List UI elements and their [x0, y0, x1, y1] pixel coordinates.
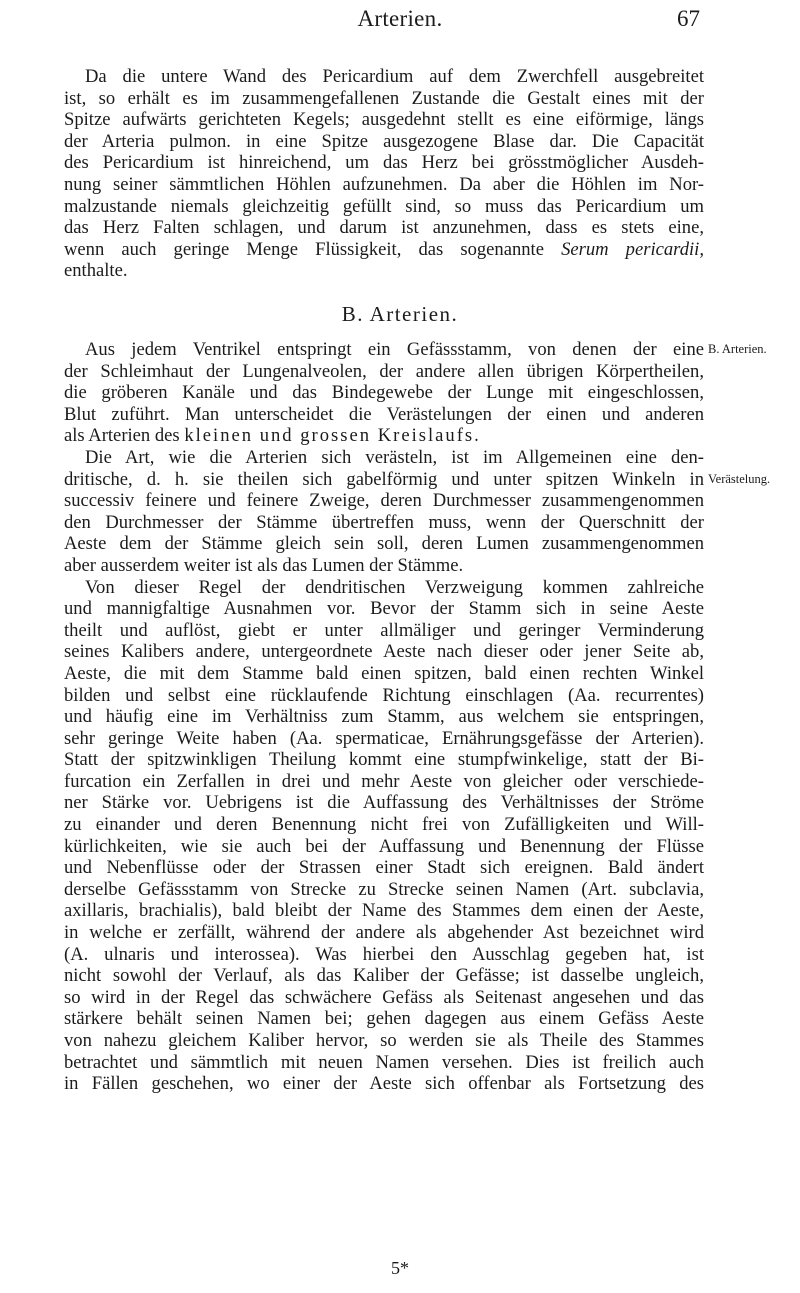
text-line: [64, 239, 704, 261]
text-line: sehr geringe Weite haben (Aa. spermaticae, Ernährungsgefässe der Arterien).: [64, 727, 704, 749]
text-line: derselbe Gefässstamm von Strecke zu Strecke seinen Namen (Art. subclavia,: [64, 878, 704, 900]
text-line: malzustande niemals gleichzeitig gefüllt sind, so muss das Pericardium um: [64, 195, 704, 217]
text-line: Statt der spitzwinkligen Theilung kommt eine stumpfwinkelige, statt der Bi-: [64, 749, 704, 771]
signature-mark: 5*: [391, 1258, 409, 1278]
margin-note-arterien: B. Arterien.: [708, 342, 767, 356]
text-line: der Arteria pulmon. in eine Spitze ausgezogene Blase dar. Die Capacität: [64, 130, 704, 152]
text-line: das Herz Falten schlagen, und darum ist anzunehmen, dass es stets eine,: [64, 217, 704, 239]
text-line: ner Stärke vor. Uebrigens ist die Auffassung des Verhältnisses der Ströme: [64, 792, 704, 814]
text-line: stärkere behält seinen Namen bei; gehen dagegen aus einem Gefäss Aeste: [64, 1008, 704, 1030]
text-line: aber ausserdem weiter ist als das Lumen der Stämme.: [64, 554, 464, 576]
text-line: dritische, d. h. sie theilen sich gabelförmig und unter spitzen Winkeln in: [64, 468, 704, 490]
body-paragraphs: [64, 339, 704, 1095]
running-title: Arterien.: [357, 6, 443, 31]
spaced-phrase: kleinen und grossen Kreislaufs.: [184, 425, 481, 447]
text-line: Blut zuführt. Man unterscheidet die Verästelungen der einen und anderen: [64, 403, 704, 425]
text-line: Da die untere Wand des Pericardium auf dem Zwerchfell ausgebreitet: [85, 66, 704, 87]
text-line: Die Art, wie die Arterien sich verästeln, ist im Allgemeinen eine den-: [85, 446, 704, 468]
text-line: der Schleimhaut der Lungenalveolen, der andere allen übrigen Körpertheilen,: [64, 360, 704, 382]
text-fragment: als Arterien des: [64, 425, 180, 447]
paragraph-pericardium: [64, 66, 704, 282]
text-line: von nahezu gleichem Kaliber hervor, so werden sie als Theile des Stammes: [64, 1030, 704, 1051]
text-line: bilden und selbst eine rücklaufende Richtung einschlagen (Aa. recurrentes): [64, 684, 704, 706]
text-line: Aeste, die mit dem Stamme bald einen spitzen, bald einen rechten Winkel: [64, 662, 704, 684]
text-line: betrachtet und sämmtlich mit neuen Namen versehen. Dies ist freilich auch: [64, 1051, 704, 1073]
text-line: seines Kalibers andere, untergeordnete Aeste nach dieser oder jener Seite ab,: [64, 641, 704, 663]
text-line: des Pericardium ist hinreichend, um das Herz bei grösstmöglicher Ausdeh-: [64, 152, 704, 174]
text-line: (A. ulnaris und interossea). Was hierbei den Ausschlag gegeben hat, ist: [64, 943, 704, 965]
text-line: den Durchmesser der Stämme übertreffen muss, wenn der Querschnitt der: [64, 511, 704, 533]
text-line: Von dieser Regel der dendritischen Verzweigung kommen zahlreiche: [85, 576, 704, 598]
page-number: 67: [677, 6, 700, 31]
text-line: in welche er zerfällt, während der andere als abgehender Ast bezeichnet wird: [64, 922, 704, 944]
text-line: axillaris, brachialis), bald bleibt der Name des Stammes dem einen der Aeste,: [64, 900, 704, 922]
text-line: die gröberen Kanäle und das Bindegewebe der Lunge mit eingeschlossen,: [64, 382, 704, 404]
text-line: enthalte.: [64, 260, 128, 282]
text-fragment: wenn auch geringe Menge Flüssigkeit, das sogenannte: [64, 238, 544, 260]
text-line: so wird in der Regel das schwächere Gefäss als Seitenast angesehen und das: [64, 986, 704, 1008]
page-header: [0, 0, 800, 44]
text-line: und Nebenflüsse oder der Strassen einer Stadt sich ereignen. Bald ändert: [64, 857, 704, 879]
text-line: Aus jedem Ventrikel entspringt ein Gefässstamm, von denen der eine: [85, 339, 704, 360]
text-line: in Fällen geschehen, wo einer der Aeste sich offenbar als Fortsetzung des: [64, 1073, 704, 1095]
margin-note-verastelung: Verästelung.: [708, 472, 771, 486]
text-line: ist, so erhält es im zusammengefallenen Zustande die Gestalt eines mit der: [64, 87, 704, 109]
text-line: [64, 425, 704, 447]
italic-term: Serum pericardii,: [561, 238, 704, 260]
text-line: furcation ein Zerfallen in drei und mehr Aeste von gleicher oder verschiede-: [64, 770, 704, 792]
text-line: nicht sowohl der Verlauf, als das Kaliber der Gefässe; ist dasselbe ungleich,: [64, 965, 704, 987]
text-line: und häufig eine im Verhältniss zum Stamm, aus welchem sie entspringen,: [64, 706, 704, 728]
text-line: Aeste dem der Stämme gleich sein soll, deren Lumen zusammengenommen: [64, 533, 704, 555]
text-line: nung seiner sämmtlichen Höhlen aufzunehmen. Da aber die Höhlen im Nor-: [64, 173, 704, 195]
text-line: theilt und auflöst, giebt er unter allmäliger und geringer Verminderung: [64, 619, 704, 641]
text-line: zu einander und deren Benennung nicht frei von Zufälligkeiten und Will-: [64, 814, 704, 836]
text-line: kürlichkeiten, wie sie auch bei der Auffassung und Benennung der Flüsse: [64, 835, 704, 857]
section-heading: B. Arterien.: [341, 302, 459, 326]
text-line: Spitze aufwärts gerichteten Kegels; ausgedehnt stellt es eine eiförmige, längs: [64, 109, 704, 131]
text-line: successiv feinere und feinere Zweige, deren Durchmesser zusammengenommen: [64, 490, 704, 512]
text-line: und mannigfaltige Ausnahmen vor. Bevor der Stamm sich in seine Aeste: [64, 598, 704, 620]
